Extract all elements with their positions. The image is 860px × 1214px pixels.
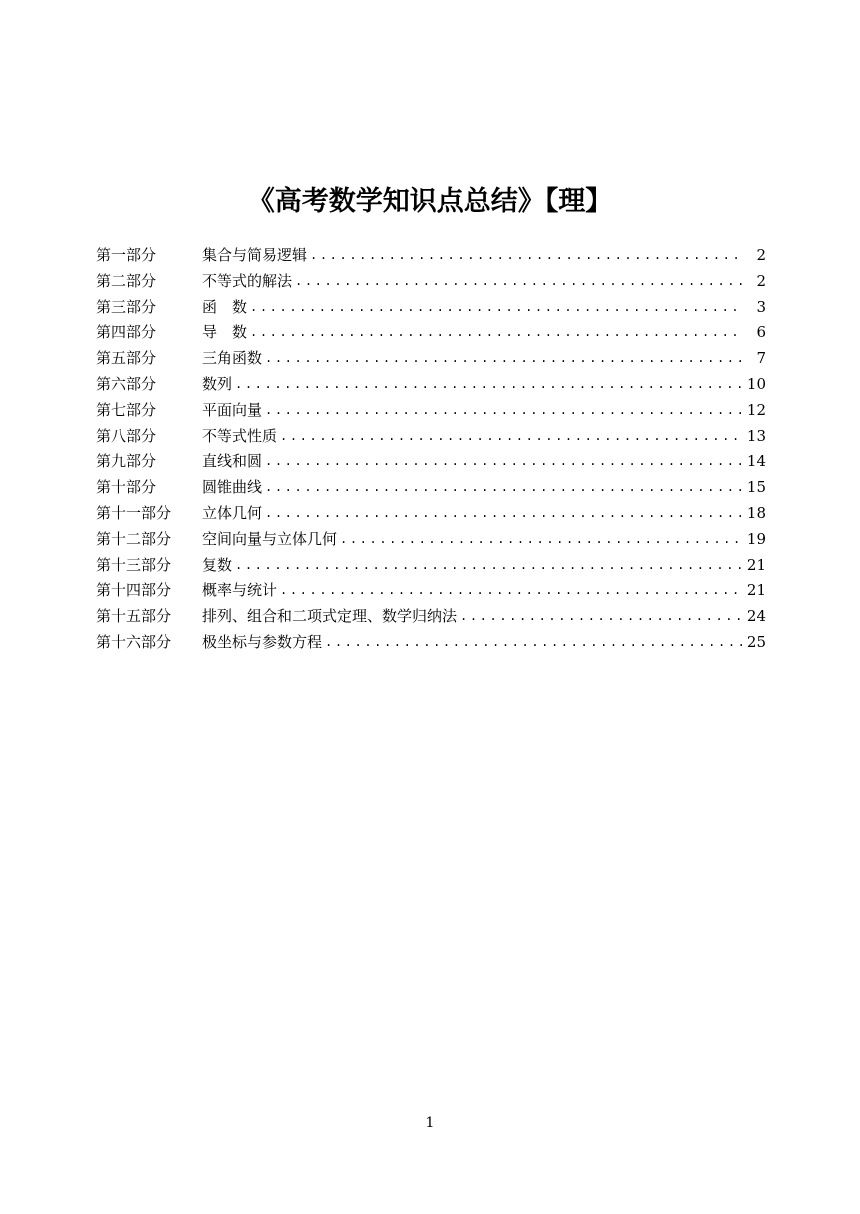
toc-part-label: 第十三部分 xyxy=(96,555,172,574)
toc-entry[interactable] xyxy=(96,475,766,501)
toc-part-label: 第九部分 xyxy=(96,452,157,471)
toc-page-number: 14 xyxy=(746,452,766,471)
toc-part-label: 第一部分 xyxy=(96,246,157,264)
toc-topic-title: 三角函数 xyxy=(202,349,263,368)
toc-dot-leader xyxy=(265,449,743,475)
toc-topic-title: 排列、组合和二项式定理、数学归纳法 xyxy=(202,607,458,626)
toc-entry[interactable] xyxy=(96,269,766,295)
toc-part-label: 第六部分 xyxy=(96,374,157,393)
toc-entry[interactable] xyxy=(96,527,766,553)
page-number: 1 xyxy=(425,1115,435,1131)
toc-page-number: 19 xyxy=(746,529,766,548)
toc-dot-leader xyxy=(280,578,743,604)
toc-part-label: 第十一部分 xyxy=(96,503,172,522)
toc-entry[interactable] xyxy=(96,604,766,630)
toc-topic-title: 数列 xyxy=(202,374,233,393)
toc-page-number: 3 xyxy=(756,297,766,316)
toc-part-label: 第十五部分 xyxy=(96,607,172,626)
toc-part-label: 第十六部分 xyxy=(96,632,172,651)
toc-entry[interactable] xyxy=(96,243,766,269)
toc-topic-title: 不等式的解法 xyxy=(202,271,293,290)
toc-dot-leader xyxy=(295,269,744,295)
toc-part-label: 第十部分 xyxy=(96,478,157,497)
toc-page-number: 6 xyxy=(756,323,766,342)
toc-part-label: 第十二部分 xyxy=(96,529,172,548)
toc-page-number: 13 xyxy=(746,426,766,445)
toc-page-number: 2 xyxy=(756,271,766,290)
toc-entry[interactable] xyxy=(96,630,766,656)
toc-topic-title: 空间向量与立体几何 xyxy=(202,529,338,548)
toc-page-number: 21 xyxy=(746,581,766,600)
toc-part-label: 第五部分 xyxy=(96,349,157,368)
toc-part-label: 第八部分 xyxy=(96,426,157,445)
table-of-contents xyxy=(96,243,766,656)
toc-topic-title: 不等式性质 xyxy=(202,426,278,445)
toc-topic-title: 函 数 xyxy=(202,297,248,316)
toc-topic-title: 概率与统计 xyxy=(202,581,278,600)
toc-entry[interactable] xyxy=(96,372,766,398)
toc-dot-leader xyxy=(265,398,743,424)
toc-topic-title: 圆锥曲线 xyxy=(202,478,263,497)
toc-topic-title: 平面向量 xyxy=(202,400,263,419)
toc-topic-title: 立体几何 xyxy=(202,503,263,522)
toc-dot-leader xyxy=(265,501,743,527)
toc-entry[interactable] xyxy=(96,424,766,450)
toc-dot-leader xyxy=(340,527,743,553)
toc-dot-leader xyxy=(265,475,743,501)
toc-dot-leader xyxy=(250,320,744,346)
toc-page-number: 18 xyxy=(746,503,766,522)
toc-page-number: 10 xyxy=(746,374,766,393)
toc-entry[interactable] xyxy=(96,578,766,604)
toc-dot-leader xyxy=(235,553,743,579)
toc-dot-leader xyxy=(265,346,744,372)
toc-topic-title: 极坐标与参数方程 xyxy=(202,632,323,651)
toc-entry[interactable] xyxy=(96,295,766,321)
toc-page-number: 21 xyxy=(746,555,766,574)
toc-page-number: 25 xyxy=(746,632,766,651)
toc-dot-leader xyxy=(310,243,744,269)
toc-part-label: 第三部分 xyxy=(96,297,157,316)
document-title: 《高考数学知识点总结》【理】 xyxy=(247,186,613,217)
toc-part-label: 第十四部分 xyxy=(96,581,172,600)
toc-page-number: 12 xyxy=(746,400,766,419)
toc-dot-leader xyxy=(250,295,744,321)
toc-entry[interactable] xyxy=(96,398,766,424)
toc-entry[interactable] xyxy=(96,449,766,475)
toc-dot-leader xyxy=(460,604,743,630)
toc-dot-leader xyxy=(235,372,743,398)
toc-part-label: 第七部分 xyxy=(96,400,157,419)
toc-entry[interactable] xyxy=(96,346,766,372)
toc-part-label: 第四部分 xyxy=(96,323,157,342)
toc-topic-title: 集合与简易逻辑 xyxy=(202,246,308,264)
toc-dot-leader xyxy=(325,630,743,656)
toc-page-number: 2 xyxy=(756,246,766,264)
toc-entry[interactable] xyxy=(96,501,766,527)
toc-part-label: 第二部分 xyxy=(96,271,157,290)
toc-entry[interactable] xyxy=(96,553,766,579)
toc-entry[interactable] xyxy=(96,320,766,346)
toc-page-number: 15 xyxy=(746,478,766,497)
toc-page-number: 24 xyxy=(746,607,766,626)
toc-dot-leader xyxy=(280,424,743,450)
toc-topic-title: 导 数 xyxy=(202,323,248,342)
toc-page-number: 7 xyxy=(756,349,766,368)
toc-topic-title: 复数 xyxy=(202,555,233,574)
toc-topic-title: 直线和圆 xyxy=(202,452,263,471)
